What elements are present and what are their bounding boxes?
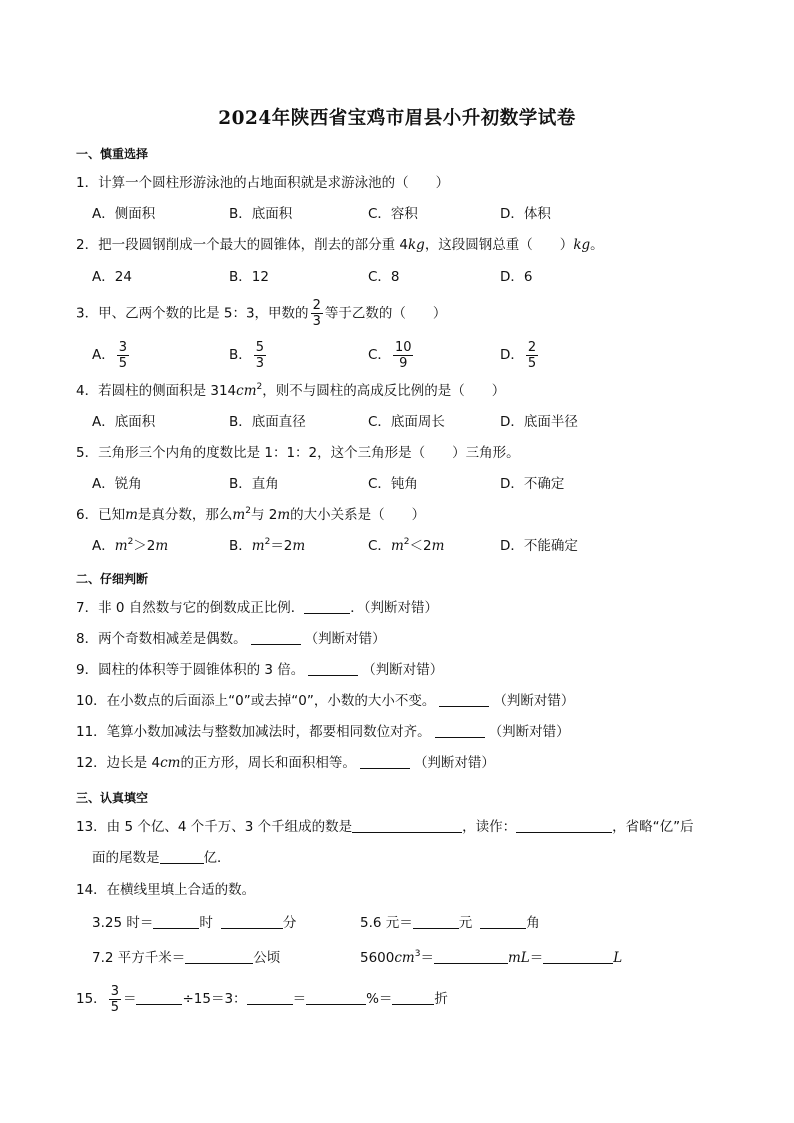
q14-row-1-left: 3.25 时＝ 时 分 [92, 915, 297, 931]
q2-option-c: C．8 [368, 269, 400, 285]
question-11: 11．笔算小数加减法与整数加减法时，都要相同数位对齐。 （判断对错） [76, 724, 570, 740]
page-title: 2024年陕西省宝鸡市眉县小升初数学试卷 [218, 108, 576, 129]
q2-option-a: A．24 [92, 269, 132, 285]
answer-blank[interactable] [185, 949, 253, 964]
q1-option-c: C．容积 [368, 206, 418, 222]
question-6: 6．已知m是真分数，那么$m^2$与 2m的大小关系是（ ） [76, 506, 426, 523]
q2-option-d: D．6 [500, 269, 533, 285]
question-2: 2．把一段圆钢削成一个最大的圆锥体，削去的部分重 4kg，这段圆钢总重（ ）kg。 [76, 237, 604, 253]
section-heading-3: 三、认真填空 [76, 791, 149, 805]
answer-blank[interactable] [153, 914, 199, 929]
answer-blank[interactable] [413, 914, 459, 929]
section-heading-1: 一、慎重选择 [76, 147, 149, 161]
question-15: 15． $\frac{3}{5}$ ＝ ÷15＝3： ＝ %＝ 折 [76, 983, 448, 1015]
answer-blank[interactable] [543, 949, 613, 964]
q6-option-b: B．$m^2=2m$ [229, 537, 306, 554]
question-7: 7．非 0 自然数与它的倒数成正比例． ．（判断对错） [76, 600, 439, 616]
question-9: 9．圆柱的体积等于圆锥体积的 3 倍。 （判断对错） [76, 662, 444, 678]
q4-option-b: B．底面直径 [229, 414, 306, 430]
answer-blank[interactable] [251, 630, 301, 645]
question-1: 1．计算一个圆柱形游泳池的占地面积就是求游泳池的（ ） [76, 175, 450, 191]
answer-blank[interactable] [392, 990, 434, 1005]
q3-option-a: A． $\frac{3}{5}$ [92, 339, 128, 371]
answer-blank[interactable] [247, 990, 293, 1005]
answer-blank[interactable] [221, 914, 283, 929]
answer-blank[interactable] [136, 990, 182, 1005]
question-12: 12．边长是 4cm的正方形，周长和面积相等。 （判断对错） [76, 755, 495, 771]
q3-option-c: C． $\frac{10}{9}$ [368, 339, 412, 371]
q3-option-b: B． $\frac{5}{3}$ [229, 339, 265, 371]
question-4: 4．若圆柱的侧面积是 $314cm^2$，则不与圆柱的高成反比例的是（ ） [76, 382, 506, 399]
q5-option-a: A．锐角 [92, 476, 142, 492]
question-13-line-1: 13．由 5 个亿、4 个千万、3 个千组成的数是 ，读作： ，省略“亿”后 [76, 819, 694, 835]
question-5: 5．三角形三个内角的度数比是 1：1：2，这个三角形是（ ）三角形。 [76, 445, 520, 461]
question-8: 8．两个奇数相减差是偶数。 （判断对错） [76, 631, 386, 647]
question-10: 10．在小数点的后面添上“0”或去掉“0”，小数的大小不变。 （判断对错） [76, 693, 575, 709]
question-3: 3．甲、乙两个数的比是 5：3，甲数的 $\frac{2}{3}$ 等于乙数的（ ） [76, 298, 447, 329]
q14-row-1-right: 5.6 元＝ 元 角 [360, 915, 540, 931]
answer-blank[interactable] [160, 849, 204, 864]
q3-option-d: D． $\frac{2}{5}$ [500, 339, 537, 371]
section-heading-2: 二、仔细判断 [76, 572, 149, 586]
answer-blank[interactable] [434, 949, 508, 964]
answer-blank[interactable] [360, 754, 410, 769]
q14-row-2-left: 7.2 平方千米＝ 公顷 [92, 950, 281, 966]
q5-option-d: D．不确定 [500, 476, 565, 492]
answer-blank[interactable] [516, 818, 612, 833]
answer-blank[interactable] [352, 818, 462, 833]
q6-option-d: D．不能确定 [500, 538, 578, 554]
q5-option-c: C．钝角 [368, 476, 418, 492]
answer-blank[interactable] [439, 692, 489, 707]
q4-option-a: A．底面积 [92, 414, 156, 430]
question-13-line-2: 面的尾数是 亿． [92, 850, 231, 866]
q3-fraction: $\frac{2}{3}$ [312, 298, 321, 329]
question-14: 14．在横线里填上合适的数。 [76, 882, 256, 898]
q2-option-b: B．12 [229, 269, 269, 285]
q4-option-d: D．底面半径 [500, 414, 578, 430]
q6-option-a: A．$m^2>2m$ [92, 537, 169, 554]
q14-row-2-right: $5600cm^3= mL= L$ [360, 949, 623, 966]
q1-option-d: D．体积 [500, 206, 551, 222]
answer-blank[interactable] [306, 990, 366, 1005]
q6-option-c: C．$m^2<2m$ [368, 537, 445, 554]
answer-blank[interactable] [480, 914, 526, 929]
q4-option-c: C．底面周长 [368, 414, 445, 430]
answer-blank[interactable] [435, 723, 485, 738]
q5-option-b: B．直角 [229, 476, 279, 492]
q1-option-b: B．底面积 [229, 206, 293, 222]
answer-blank[interactable] [308, 661, 358, 676]
answer-blank[interactable] [304, 599, 350, 614]
q1-option-a: A．侧面积 [92, 206, 156, 222]
